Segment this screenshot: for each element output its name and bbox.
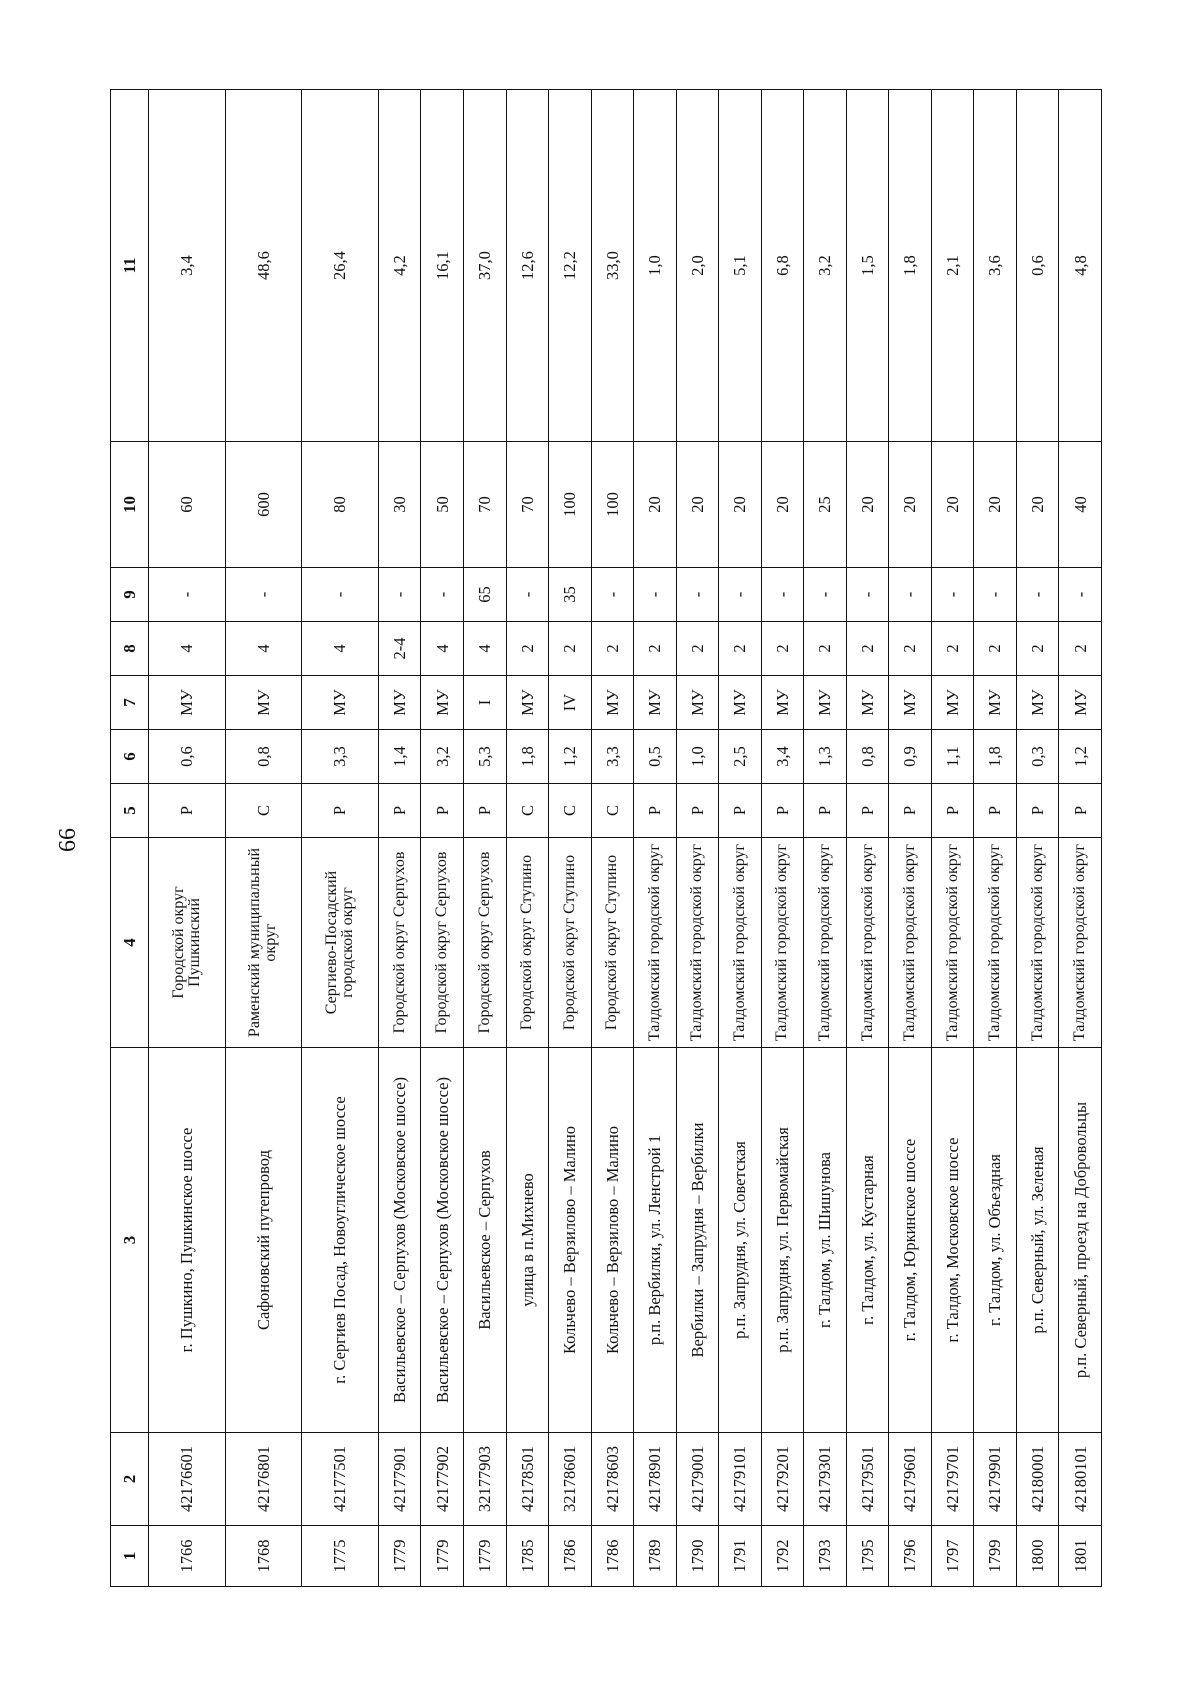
cell-col-6: 1,2 — [549, 730, 592, 784]
cell-col-2: 42179201 — [761, 1433, 804, 1526]
column-header-8: 8 — [111, 622, 149, 676]
cell-col-2: 42177901 — [378, 1433, 421, 1526]
cell-col-1: 1779 — [421, 1526, 464, 1587]
cell-col-7: IV — [549, 676, 592, 730]
cell-col-2: 32178601 — [549, 1433, 592, 1526]
table-row — [889, 90, 932, 1587]
cell-col-1: 1792 — [761, 1526, 804, 1587]
cell-col-8: 4 — [149, 622, 226, 676]
cell-col-3: Васильевское – Серпухов — [463, 1048, 506, 1433]
cell-col-9: - — [1016, 568, 1059, 622]
cell-col-5: Р — [804, 784, 847, 838]
cell-col-6: 1,3 — [804, 730, 847, 784]
table-row — [549, 90, 592, 1587]
cell-col-11: 16,1 — [421, 90, 464, 442]
cell-col-5: Р — [846, 784, 889, 838]
cell-col-3: г. Пушкино, Пушкинское шоссе — [149, 1048, 226, 1433]
cell-col-6: 0,8 — [225, 730, 302, 784]
cell-col-2: 42180101 — [1059, 1433, 1102, 1526]
cell-col-1: 1768 — [225, 1526, 302, 1587]
table-row — [463, 90, 506, 1587]
cell-col-6: 1,8 — [974, 730, 1017, 784]
table-row — [1016, 90, 1059, 1587]
cell-col-8: 2 — [931, 622, 974, 676]
cell-col-1: 1766 — [149, 1526, 226, 1587]
table-row — [302, 90, 379, 1587]
cell-col-7: МУ — [1016, 676, 1059, 730]
cell-col-4: Городской округ Серпухов — [463, 838, 506, 1048]
cell-col-11: 6,8 — [761, 90, 804, 442]
table-header-row — [111, 90, 149, 1587]
cell-col-4: Талдомский городской округ — [931, 838, 974, 1048]
cell-col-1: 1795 — [846, 1526, 889, 1587]
cell-col-5: С — [506, 784, 549, 838]
cell-col-10: 30 — [378, 442, 421, 568]
cell-col-4: Раменский муниципальный округ — [225, 838, 302, 1048]
column-header-4: 4 — [111, 838, 149, 1048]
cell-col-5: Р — [463, 784, 506, 838]
cell-col-9: - — [676, 568, 719, 622]
cell-col-9: 65 — [463, 568, 506, 622]
cell-col-3: р.п. Запрудня, ул. Первомайская — [761, 1048, 804, 1433]
table-row — [676, 90, 719, 1587]
cell-col-8: 2 — [549, 622, 592, 676]
cell-col-8: 2 — [846, 622, 889, 676]
cell-col-11: 48,6 — [225, 90, 302, 442]
cell-col-1: 1796 — [889, 1526, 932, 1587]
cell-col-3: Сафоновский путепровод — [225, 1048, 302, 1433]
cell-col-2: 32177903 — [463, 1433, 506, 1526]
cell-col-8: 2 — [676, 622, 719, 676]
cell-col-8: 2 — [719, 622, 762, 676]
cell-col-3: Васильевское – Серпухов (Московское шоссе) — [421, 1048, 464, 1433]
cell-col-10: 50 — [421, 442, 464, 568]
cell-col-6: 0,9 — [889, 730, 932, 784]
cell-col-9: - — [149, 568, 226, 622]
cell-col-10: 20 — [676, 442, 719, 568]
cell-col-4: Талдомский городской округ — [1016, 838, 1059, 1048]
cell-col-2: 42179101 — [719, 1433, 762, 1526]
table-row — [761, 90, 804, 1587]
cell-col-11: 4,8 — [1059, 90, 1102, 442]
cell-col-11: 3,4 — [149, 90, 226, 442]
cell-col-4: Городской округ Пушкинский — [149, 838, 226, 1048]
cell-col-4: Талдомский городской округ — [719, 838, 762, 1048]
cell-col-2: 42176801 — [225, 1433, 302, 1526]
cell-col-8: 2 — [634, 622, 677, 676]
cell-col-3: г. Талдом, Юркинское шоссе — [889, 1048, 932, 1433]
cell-col-11: 4,2 — [378, 90, 421, 442]
table-row — [719, 90, 762, 1587]
cell-col-1: 1785 — [506, 1526, 549, 1587]
cell-col-1: 1786 — [549, 1526, 592, 1587]
table-row — [149, 90, 226, 1587]
cell-col-9: - — [1059, 568, 1102, 622]
cell-col-11: 5,1 — [719, 90, 762, 442]
cell-col-7: МУ — [421, 676, 464, 730]
cell-col-2: 42179601 — [889, 1433, 932, 1526]
cell-col-3: г. Сергиев Посад, Новоуглическое шоссе — [302, 1048, 379, 1433]
cell-col-5: С — [591, 784, 634, 838]
cell-col-5: Р — [676, 784, 719, 838]
cell-col-6: 3,2 — [421, 730, 464, 784]
cell-col-11: 12,6 — [506, 90, 549, 442]
cell-col-5: Р — [634, 784, 677, 838]
cell-col-5: Р — [1016, 784, 1059, 838]
cell-col-10: 600 — [225, 442, 302, 568]
cell-col-9: - — [719, 568, 762, 622]
table-row — [591, 90, 634, 1587]
cell-col-3: р.п. Северный, ул. Зеленая — [1016, 1048, 1059, 1433]
cell-col-2: 42179001 — [676, 1433, 719, 1526]
cell-col-4: Городской округ Серпухов — [378, 838, 421, 1048]
cell-col-8: 4 — [225, 622, 302, 676]
cell-col-3: Кольчево – Верзилово – Малино — [549, 1048, 592, 1433]
cell-col-7: МУ — [974, 676, 1017, 730]
cell-col-8: 2 — [889, 622, 932, 676]
cell-col-10: 100 — [591, 442, 634, 568]
cell-col-2: 42179301 — [804, 1433, 847, 1526]
cell-col-1: 1799 — [974, 1526, 1017, 1587]
cell-col-11: 3,2 — [804, 90, 847, 442]
cell-col-3: р.п. Северный, проезд на Добровольцы — [1059, 1048, 1102, 1433]
cell-col-2: 42177501 — [302, 1433, 379, 1526]
cell-col-5: Р — [378, 784, 421, 838]
cell-col-4: Талдомский городской округ — [846, 838, 889, 1048]
column-header-5: 5 — [111, 784, 149, 838]
cell-col-7: МУ — [719, 676, 762, 730]
cell-col-10: 20 — [974, 442, 1017, 568]
cell-col-10: 60 — [149, 442, 226, 568]
cell-col-1: 1779 — [463, 1526, 506, 1587]
cell-col-4: Городской округ Серпухов — [421, 838, 464, 1048]
cell-col-5: Р — [302, 784, 379, 838]
cell-col-8: 2 — [506, 622, 549, 676]
cell-col-8: 2 — [1016, 622, 1059, 676]
cell-col-8: 2 — [591, 622, 634, 676]
cell-col-7: МУ — [931, 676, 974, 730]
cell-col-9: - — [421, 568, 464, 622]
cell-col-6: 3,3 — [591, 730, 634, 784]
cell-col-4: Талдомский городской округ — [761, 838, 804, 1048]
cell-col-7: МУ — [846, 676, 889, 730]
cell-col-7: МУ — [676, 676, 719, 730]
cell-col-11: 1,8 — [889, 90, 932, 442]
cell-col-2: 42178501 — [506, 1433, 549, 1526]
column-header-3: 3 — [111, 1048, 149, 1433]
cell-col-9: - — [804, 568, 847, 622]
cell-col-6: 0,8 — [846, 730, 889, 784]
cell-col-10: 70 — [463, 442, 506, 568]
cell-col-4: Городской округ Ступино — [591, 838, 634, 1048]
cell-col-1: 1775 — [302, 1526, 379, 1587]
cell-col-9: - — [761, 568, 804, 622]
cell-col-3: Васильевское – Серпухов (Московское шоссе) — [378, 1048, 421, 1433]
cell-col-8: 2 — [761, 622, 804, 676]
cell-col-7: МУ — [804, 676, 847, 730]
cell-col-5: Р — [149, 784, 226, 838]
cell-col-7: МУ — [1059, 676, 1102, 730]
cell-col-10: 100 — [549, 442, 592, 568]
column-header-9: 9 — [111, 568, 149, 622]
table-row — [1059, 90, 1102, 1587]
cell-col-7: МУ — [761, 676, 804, 730]
cell-col-4: Городской округ Ступино — [549, 838, 592, 1048]
cell-col-5: С — [225, 784, 302, 838]
cell-col-8: 4 — [302, 622, 379, 676]
cell-col-10: 20 — [846, 442, 889, 568]
cell-col-1: 1786 — [591, 1526, 634, 1587]
cell-col-6: 1,2 — [1059, 730, 1102, 784]
table-body — [149, 90, 1102, 1587]
cell-col-6: 0,6 — [149, 730, 226, 784]
cell-col-9: - — [378, 568, 421, 622]
cell-col-6: 0,5 — [634, 730, 677, 784]
cell-col-4: Талдомский городской округ — [676, 838, 719, 1048]
cell-col-6: 0,3 — [1016, 730, 1059, 784]
cell-col-2: 42179501 — [846, 1433, 889, 1526]
table-row — [225, 90, 302, 1587]
cell-col-5: Р — [719, 784, 762, 838]
cell-col-9: - — [931, 568, 974, 622]
cell-col-2: 42178603 — [591, 1433, 634, 1526]
cell-col-4: Талдомский городской округ — [634, 838, 677, 1048]
cell-col-2: 42179701 — [931, 1433, 974, 1526]
column-header-10: 10 — [111, 442, 149, 568]
cell-col-6: 2,5 — [719, 730, 762, 784]
cell-col-3: г. Талдом, ул. Кустарная — [846, 1048, 889, 1433]
cell-col-9: - — [634, 568, 677, 622]
cell-col-11: 37,0 — [463, 90, 506, 442]
cell-col-3: р.п. Вербилки, ул. Ленстрой 1 — [634, 1048, 677, 1433]
table-row — [931, 90, 974, 1587]
cell-col-5: Р — [974, 784, 1017, 838]
cell-col-5: С — [549, 784, 592, 838]
cell-col-3: г. Талдом, Московское шоссе — [931, 1048, 974, 1433]
cell-col-11: 2,1 — [931, 90, 974, 442]
cell-col-5: Р — [931, 784, 974, 838]
cell-col-7: МУ — [225, 676, 302, 730]
cell-col-11: 12,2 — [549, 90, 592, 442]
cell-col-6: 1,1 — [931, 730, 974, 784]
road-register-table — [110, 89, 1102, 1587]
cell-col-8: 2 — [804, 622, 847, 676]
cell-col-7: МУ — [506, 676, 549, 730]
cell-col-8: 2 — [974, 622, 1017, 676]
table-row — [634, 90, 677, 1587]
cell-col-4: Талдомский городской округ — [889, 838, 932, 1048]
cell-col-10: 20 — [1016, 442, 1059, 568]
table-row — [378, 90, 421, 1587]
cell-col-9: - — [302, 568, 379, 622]
cell-col-9: - — [225, 568, 302, 622]
cell-col-1: 1801 — [1059, 1526, 1102, 1587]
cell-col-11: 1,5 — [846, 90, 889, 442]
cell-col-10: 25 — [804, 442, 847, 568]
cell-col-4: Талдомский городской округ — [804, 838, 847, 1048]
column-header-7: 7 — [111, 676, 149, 730]
column-header-1: 1 — [111, 1526, 149, 1587]
cell-col-3: р.п. Запрудня, ул. Советская — [719, 1048, 762, 1433]
cell-col-11: 1,0 — [634, 90, 677, 442]
cell-col-5: Р — [761, 784, 804, 838]
cell-col-4: Талдомский городской округ — [974, 838, 1017, 1048]
cell-col-3: Кольчево – Верзилово – Малино — [591, 1048, 634, 1433]
cell-col-2: 42179901 — [974, 1433, 1017, 1526]
cell-col-6: 1,4 — [378, 730, 421, 784]
cell-col-11: 3,6 — [974, 90, 1017, 442]
cell-col-11: 0,6 — [1016, 90, 1059, 442]
cell-col-11: 33,0 — [591, 90, 634, 442]
cell-col-9: - — [974, 568, 1017, 622]
cell-col-1: 1791 — [719, 1526, 762, 1587]
cell-col-10: 20 — [931, 442, 974, 568]
cell-col-5: Р — [889, 784, 932, 838]
cell-col-10: 70 — [506, 442, 549, 568]
table-row — [804, 90, 847, 1587]
cell-col-1: 1800 — [1016, 1526, 1059, 1587]
cell-col-10: 20 — [889, 442, 932, 568]
cell-col-10: 20 — [719, 442, 762, 568]
cell-col-10: 20 — [761, 442, 804, 568]
cell-col-2: 42176601 — [149, 1433, 226, 1526]
cell-col-10: 20 — [634, 442, 677, 568]
cell-col-9: 35 — [549, 568, 592, 622]
cell-col-4: Талдомский городской округ — [1059, 838, 1102, 1048]
cell-col-5: Р — [1059, 784, 1102, 838]
cell-col-9: - — [846, 568, 889, 622]
cell-col-1: 1779 — [378, 1526, 421, 1587]
cell-col-6: 3,3 — [302, 730, 379, 784]
cell-col-2: 42177902 — [421, 1433, 464, 1526]
table-row — [421, 90, 464, 1587]
cell-col-9: - — [591, 568, 634, 622]
cell-col-7: МУ — [889, 676, 932, 730]
page-number: 66 — [54, 828, 81, 852]
cell-col-7: МУ — [149, 676, 226, 730]
cell-col-3: г. Талдом, ул. Объездная — [974, 1048, 1017, 1433]
table-row — [846, 90, 889, 1587]
cell-col-1: 1797 — [931, 1526, 974, 1587]
cell-col-1: 1790 — [676, 1526, 719, 1587]
table-row — [974, 90, 1017, 1587]
cell-col-1: 1789 — [634, 1526, 677, 1587]
cell-col-6: 1,0 — [676, 730, 719, 784]
cell-col-8: 2-4 — [378, 622, 421, 676]
rotated-table-container — [110, 90, 1102, 1587]
cell-col-11: 26,4 — [302, 90, 379, 442]
cell-col-11: 2,0 — [676, 90, 719, 442]
cell-col-7: I — [463, 676, 506, 730]
cell-col-8: 4 — [463, 622, 506, 676]
cell-col-10: 40 — [1059, 442, 1102, 568]
cell-col-5: Р — [421, 784, 464, 838]
cell-col-6: 5,3 — [463, 730, 506, 784]
cell-col-3: Вербилки – Запрудня – Вербилки — [676, 1048, 719, 1433]
column-header-11: 11 — [111, 90, 149, 442]
table-row — [506, 90, 549, 1587]
cell-col-6: 1,8 — [506, 730, 549, 784]
column-header-6: 6 — [111, 730, 149, 784]
cell-col-2: 42178901 — [634, 1433, 677, 1526]
cell-col-8: 2 — [1059, 622, 1102, 676]
cell-col-6: 3,4 — [761, 730, 804, 784]
cell-col-9: - — [506, 568, 549, 622]
cell-col-1: 1793 — [804, 1526, 847, 1587]
cell-col-8: 4 — [421, 622, 464, 676]
cell-col-7: МУ — [378, 676, 421, 730]
column-header-2: 2 — [111, 1433, 149, 1526]
cell-col-2: 42180001 — [1016, 1433, 1059, 1526]
cell-col-10: 80 — [302, 442, 379, 568]
cell-col-7: МУ — [591, 676, 634, 730]
cell-col-4: Сергиево-Посадский городской округ — [302, 838, 379, 1048]
cell-col-7: МУ — [302, 676, 379, 730]
cell-col-9: - — [889, 568, 932, 622]
cell-col-4: Городской округ Ступино — [506, 838, 549, 1048]
cell-col-7: МУ — [634, 676, 677, 730]
cell-col-3: улица в п.Михнево — [506, 1048, 549, 1433]
cell-col-3: г. Талдом, ул. Шишунова — [804, 1048, 847, 1433]
